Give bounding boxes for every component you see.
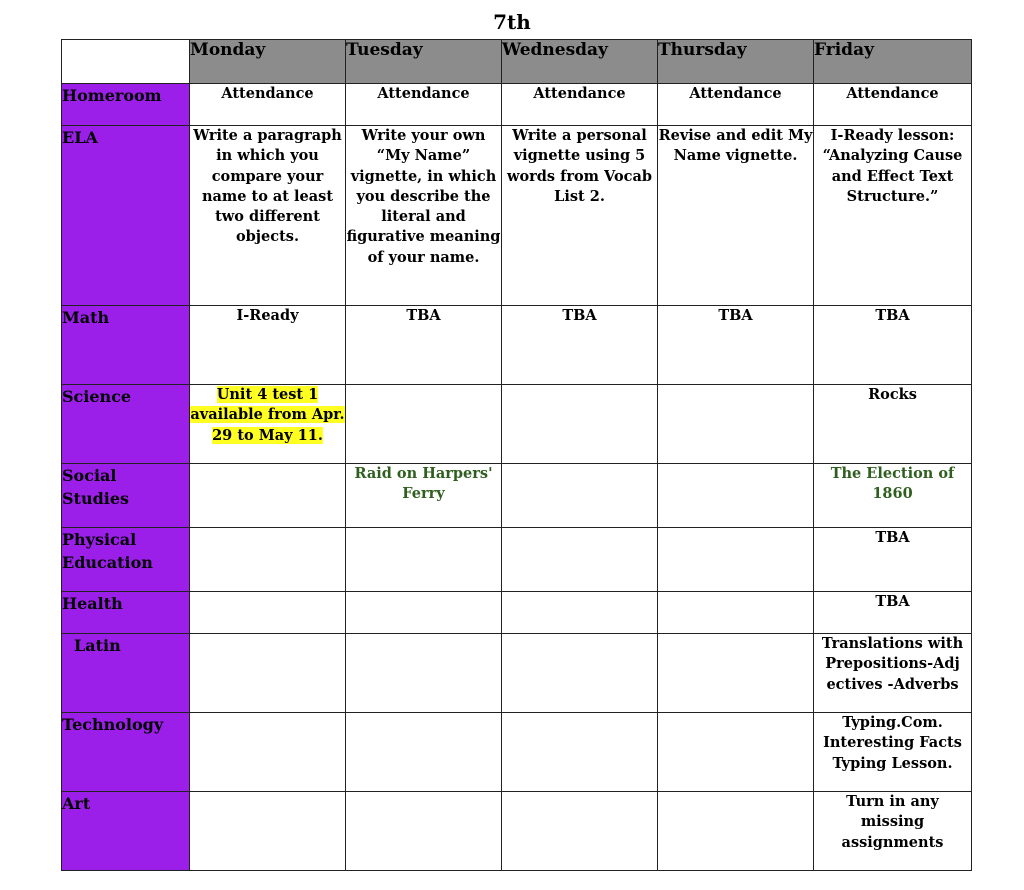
subject-social-studies: Social Studies [62,464,190,528]
cell-health-wednesday [502,592,658,634]
cell-math-wednesday: TBA [502,306,658,385]
cell-science-friday: Rocks [814,385,972,464]
cell-art-friday: Turn in any missing assignments [814,792,972,871]
cell-science-monday [190,385,346,464]
cell-math-monday: I-Ready [190,306,346,385]
header-wednesday: Wednesday [502,40,658,84]
subject-health: Health [62,592,190,634]
cell-pe-tuesday [346,528,502,592]
highlighted-test-notice: Unit 4 test 1 available from Apr. 29 to May 11. [190,386,345,444]
subject-art: Art [62,792,190,871]
cell-technology-monday [190,713,346,792]
cell-health-friday: TBA [814,592,972,634]
cell-science-thursday [658,385,814,464]
cell-latin-friday: Translations with Prepositions-Adj ectives -Adverbs [814,634,972,713]
subject-physical-education: Physical Education [62,528,190,592]
cell-homeroom-friday: Attendance [814,84,972,126]
cell-technology-thursday [658,713,814,792]
cell-art-tuesday [346,792,502,871]
header-corner-cell [62,40,190,84]
row-science [62,385,972,464]
cell-social-studies-wednesday [502,464,658,528]
row-art [62,792,972,871]
subject-technology: Technology [62,713,190,792]
cell-social-studies-thursday [658,464,814,528]
cell-technology-wednesday [502,713,658,792]
cell-latin-thursday [658,634,814,713]
header-thursday: Thursday [658,40,814,84]
cell-homeroom-monday: Attendance [190,84,346,126]
cell-science-wednesday [502,385,658,464]
cell-latin-wednesday [502,634,658,713]
subject-math: Math [62,306,190,385]
header-row [62,40,972,84]
row-math [62,306,972,385]
cell-pe-wednesday [502,528,658,592]
row-technology [62,713,972,792]
page-title: 7th [493,10,531,34]
cell-ela-monday: Write a paragraph in which you compare your name to at least two different objects. [190,126,346,306]
cell-social-studies-tuesday: Raid on Harpers' Ferry [346,464,502,528]
row-ela [62,126,972,306]
cell-math-tuesday: TBA [346,306,502,385]
row-homeroom [62,84,972,126]
cell-ela-wednesday: Write a personal vignette using 5 words from Vocab List 2. [502,126,658,306]
subject-homeroom: Homeroom [62,84,190,126]
cell-pe-friday: TBA [814,528,972,592]
cell-homeroom-wednesday: Attendance [502,84,658,126]
subject-science: Science [62,385,190,464]
schedule-table [61,39,972,871]
cell-art-wednesday [502,792,658,871]
cell-ela-tuesday: Write your own “My Name” vignette, in which you describe the literal and figurative meaning of your name. [346,126,502,306]
header-monday: Monday [190,40,346,84]
cell-science-tuesday [346,385,502,464]
row-latin [62,634,972,713]
header-friday: Friday [814,40,972,84]
cell-latin-monday [190,634,346,713]
row-physical-education [62,528,972,592]
cell-social-studies-monday [190,464,346,528]
cell-latin-tuesday [346,634,502,713]
cell-art-monday [190,792,346,871]
cell-ela-friday: I-Ready lesson: “Analyzing Cause and Effect Text Structure.” [814,126,972,306]
cell-homeroom-tuesday: Attendance [346,84,502,126]
cell-pe-monday [190,528,346,592]
cell-ela-thursday: Revise and edit My Name vignette. [658,126,814,306]
cell-pe-thursday [658,528,814,592]
cell-health-tuesday [346,592,502,634]
row-social-studies [62,464,972,528]
row-health [62,592,972,634]
cell-social-studies-friday: The Election of 1860 [814,464,972,528]
cell-math-thursday: TBA [658,306,814,385]
cell-math-friday: TBA [814,306,972,385]
cell-homeroom-thursday: Attendance [658,84,814,126]
cell-health-thursday [658,592,814,634]
subject-ela: ELA [62,126,190,306]
header-tuesday: Tuesday [346,40,502,84]
cell-art-thursday [658,792,814,871]
cell-technology-friday: Typing.Com. Interesting Facts Typing Lesson. [814,713,972,792]
subject-latin: Latin [62,634,190,713]
cell-technology-tuesday [346,713,502,792]
cell-health-monday [190,592,346,634]
